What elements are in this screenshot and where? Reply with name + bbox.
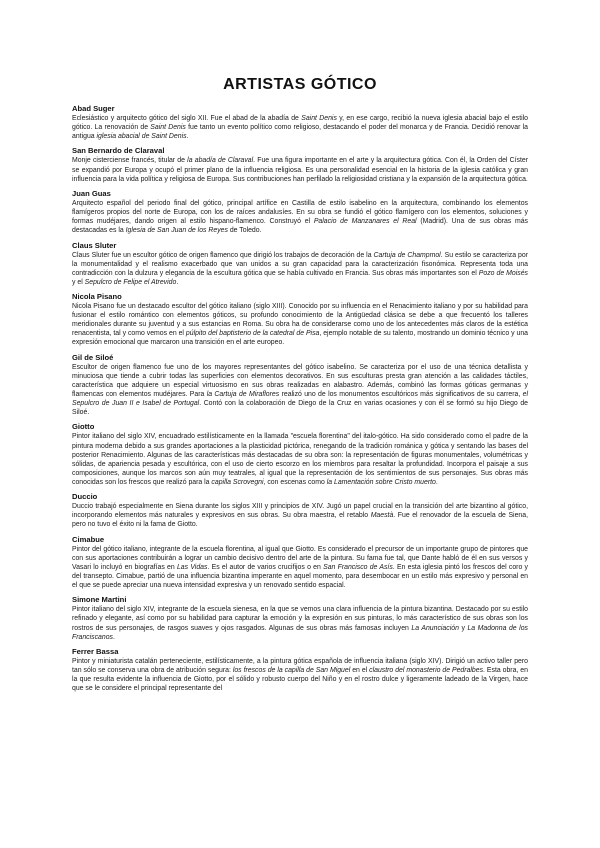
description-text: . Su estilo se caracteriza por la monumentalidad y el realismo exacerbado que van unidos a su gran capacidad para la caracterización fisonómica. Representa toda una contradicción con la dulzura y elegancia de la escultura gótica que se había cultivado en Francia. Sus obras más importantes son el [72, 251, 528, 277]
artist-entry [72, 353, 528, 418]
artist-description [72, 156, 528, 183]
artist-entry [72, 422, 528, 487]
description-text: y el [72, 278, 85, 286]
description-text: . Fue el renovador de la escuela de Siena, pero no tuvo el éxito ni la fama de Giotto. [72, 512, 528, 529]
description-text: Claus Sluter fue un escultor gótico de origen flamenco que dirigió los trabajos de decoración de la [72, 251, 374, 259]
artist-description [72, 251, 528, 287]
artwork-title: el Sepulcro de Juan II e Isabel de Portugal [72, 391, 528, 408]
artwork-title: los frescos de la capilla de San Miguel [232, 667, 351, 674]
description-text: fue tanto un evento político como religioso, destacando el poder del monarca y de Francia. Decidió renovar la antigua [72, 124, 528, 141]
artist-description [72, 545, 528, 590]
artist-entry [72, 189, 528, 235]
artwork-title: La Anunciación [411, 624, 459, 632]
artist-entry [72, 492, 528, 529]
description-text: Duccio trabajó especialmente en Siena durante los siglos XIII y principios de XIV. Jugó un papel crucial en la transición del arte bizantino al gótico, incorporando elementos más naturales y expresivos en sus obras. Su obra maestra, el retablo [72, 503, 528, 520]
artist-description [72, 657, 528, 693]
artist-entry [72, 241, 528, 287]
artwork-title: la Lamentación sobre Cristo muerto [326, 478, 436, 486]
description-text: . Contó con la colaboración de Diego de la Cruz en varias ocasiones y con él se formó su hijo Diego de Siloé. [72, 400, 528, 417]
artist-description [72, 605, 528, 641]
artist-description [72, 302, 528, 347]
artwork-title: capilla Scrovegni [211, 478, 264, 486]
description-text: Eclesiástico y arquitecto gótico del siglo XII. Fue el abad de la abadía de [72, 115, 302, 122]
description-text: , con escenas como [263, 478, 327, 486]
artist-entry [72, 104, 528, 141]
artist-entry [72, 292, 528, 347]
artist-name: Giotto [72, 422, 95, 432]
artwork-title: Palacio de Manzanares el Real [313, 218, 417, 226]
artist-name: Juan Guas [72, 188, 111, 198]
artist-description [72, 363, 528, 418]
description-text: . Fue una figura importante en el arte y la arquitectura gótica. Con él, la Orden del Císter se expandió por Europa y ocupó el primer plano de la influencia religiosa. Es una personalidad esencial en la historia de la iglesia católica y gran influencia para la vida política y religiosa de Europa. Sus contribuciones han perfilado la religiosidad cristiana y la expansión de la arquitectura gótica. [72, 157, 529, 183]
artist-description [72, 432, 528, 487]
description-text: . Esta obra, en la que resulta evidente la influencia de Giotto, por el sólido y robusto cuerpo del Niño y en el rostro dulce y ligeramente ladeado de la Virgen, hace que se le considere el principal representante del [72, 667, 528, 693]
artwork-title: Iglesia de San Juan de los Reyes [125, 227, 228, 235]
artist-name: Duccio [72, 492, 98, 502]
artwork-title: claustro del monasterio de Pedralbes [369, 667, 484, 674]
artist-name: Cimabue [72, 534, 105, 544]
description-text: (Madrid). Una de sus obras más destacadas es la [72, 218, 528, 235]
artist-name: Gil de Siloé [72, 352, 114, 362]
artist-name: San Bernardo de Claraval [72, 146, 165, 156]
artist-list [72, 104, 528, 698]
artist-entry [72, 595, 528, 641]
artist-name: Claus Sluter [72, 240, 117, 250]
artwork-title: la Cartuja de Miraflores [206, 391, 280, 398]
artist-description [72, 199, 528, 235]
artwork-title: Saint Denis [301, 115, 337, 122]
artist-entry [72, 647, 528, 693]
artwork-title: Maestà [370, 512, 394, 520]
description-text: . [435, 478, 438, 486]
artwork-title: La Madonna de los Franciscanos [72, 624, 528, 641]
artwork-title: iglesia abacial de Saint Denis [96, 133, 187, 141]
description-text: Escultor de origen flamenco fue uno de los mayores representantes del gótico isabelino. Se caracteriza por el uso de una técnica detallista y minuciosa que tiende a cubrir todas las superficies con elementos decorativos. En sus esculturas presta gran atención a las calidades táctiles, característica que adquiere un especial virtuosismo en sus obras realizadas en alabastro. Además, combinó las formas góticas germanas y flamencas con elementos mudéjares. Para [72, 363, 528, 398]
description-text: en el [350, 667, 370, 674]
description-text: Pintor del gótico italiano, integrante de la escuela florentina, al igual que Giotto. Es considerado el precursor de un importante grupo de pintores que con sus aportaciones contribuirán a lograr un cambio decisivo dentro del arte de la pintura. Su fama fue tal, que Dante habló de él en sus versos y Vasari lo incluyó en biografías en [72, 545, 528, 571]
artist-description [72, 114, 528, 141]
artist-entry [72, 535, 528, 590]
artwork-title: la abadía de Claraval [187, 157, 254, 165]
description-text: realizó uno de los monumentos escultóricos más significativos de su carrera, [279, 391, 523, 398]
artist-name: Abad Suger [72, 104, 115, 113]
description-text: Nicola Pisano fue un destacado escultor del gótico italiano (siglo XIII). Conocido por su influencia en el Renacimiento italiano y por su habilidad para fusionar el estilo romántico con elementos góticos, su profundo conocimiento de la Antigüedad clásica se debe a que frecuentó los talleres meridionales durante su juventud y a sus estancias en Roma. Su obra ha de considerarse como uno de los antecedentes más claros de la estética renacentista, tal y como vemos en el [72, 303, 528, 338]
artwork-title: Pozo de Moisés [478, 269, 528, 277]
artwork-title: Saint Denis [150, 124, 186, 132]
artist-description [72, 502, 528, 529]
artist-entry [72, 146, 528, 183]
description-text: . [176, 278, 179, 286]
artist-name: Simone Martini [72, 595, 127, 605]
description-text: . [186, 133, 189, 141]
description-text: Monje cisterciense francés, titular de [72, 157, 188, 165]
description-text: . Es el autor de varios crucifijos o en [207, 563, 324, 571]
artwork-title: Cartuja de Champmol [373, 251, 441, 259]
description-text: de Toledo. [227, 227, 262, 235]
description-text: y [458, 624, 468, 632]
artwork-title: Las Vidas [176, 563, 208, 571]
description-text: , ejemplo notable de su talento, mostrando un dominio técnico y una expresión emocional que marcaron una transición en el arte europeo. [72, 330, 528, 347]
document-title: ARTISTAS GÓTICO [223, 76, 377, 93]
artist-name: Nicola Pisano [72, 292, 122, 302]
description-text: Pintor italiano del siglo XIV, integrante de la escuela sienesa, en la que se vemos una clara influencia de la pintura bizantina. Destacado por su estilo refinado y elegante, así como por su habilidad para capturar la emoción y la expresión en sus pinturas, lo más característico de sus obras son los rostros de sus personajes, de rasgos suaves y ojos rasgados. Algunas de sus obras más famosas incluyen [72, 606, 528, 632]
artwork-title: púlpito del baptisterio de la catedral de Pisa [185, 330, 320, 338]
description-text: . [112, 633, 115, 641]
description-text: . En esta iglesia pintó los frescos del coro y del transepto. Cimabue, partió de una influencia bizantina imperante en aquel momento, para desembocar en un estilo más expresivo y personal en el que se puede apreciar una nueva intensidad expresiva y un renovado sentido espacial. [72, 563, 528, 590]
artist-name: Ferrer Bassa [72, 646, 119, 656]
description-text: Pintor y miniaturista catalán perteneciente, estilísticamente, a la pintura gótica española de influencia italiana (siglo XIV). Dirigió un activo taller pero tan sólo se conserva una obra de atribución segura: [72, 657, 528, 674]
description-text: y, en ese cargo, recibió la nueva iglesia abacial bajo el estilo gótico. La renovación de [72, 115, 528, 132]
artwork-title: San Francisco de Asís [323, 563, 393, 571]
description-text: Arquitecto español del periodo final del gótico, principal artífice en Castilla de estilo isabelino en la arquitectura, combinando los elementos flamígeros propios del norte de Europa, con los de raíces andalusíes. En su obra se fundió el gótico flamígero con los elementos, soluciones y formas mudéjares, dando origen al estilo hispano-flamenco. Construyó el [72, 199, 528, 226]
description-text: Pintor italiano del siglo XIV, encuadrado estilísticamente en la llamada "escuela florentina" del italo-gótico. Ha sido considerado como el padre de la pintura moderna debido a sus grandes aportaciones a la plasticidad pictórica, renegando de la tradición románica y gótica y sentando las bases del posterior Renacimiento. Algunas de las características más destacadas de su obra son: la representación de figuras monumentales, volumétricas y sólidas, de apariencia pesada y escultórica, con el uso de cierto escorzo en los miembros para resaltar la profundidad. Incorpora el paisaje a sus composiciones, aunque los marcos son aún muy teatrales, al igual que la representación de los sentimientos de sus personajes. Sus obras más conocidas son los frescos que realizó para la [72, 433, 528, 486]
artwork-title: Sepulcro de Felipe el Atrevido [84, 278, 177, 286]
